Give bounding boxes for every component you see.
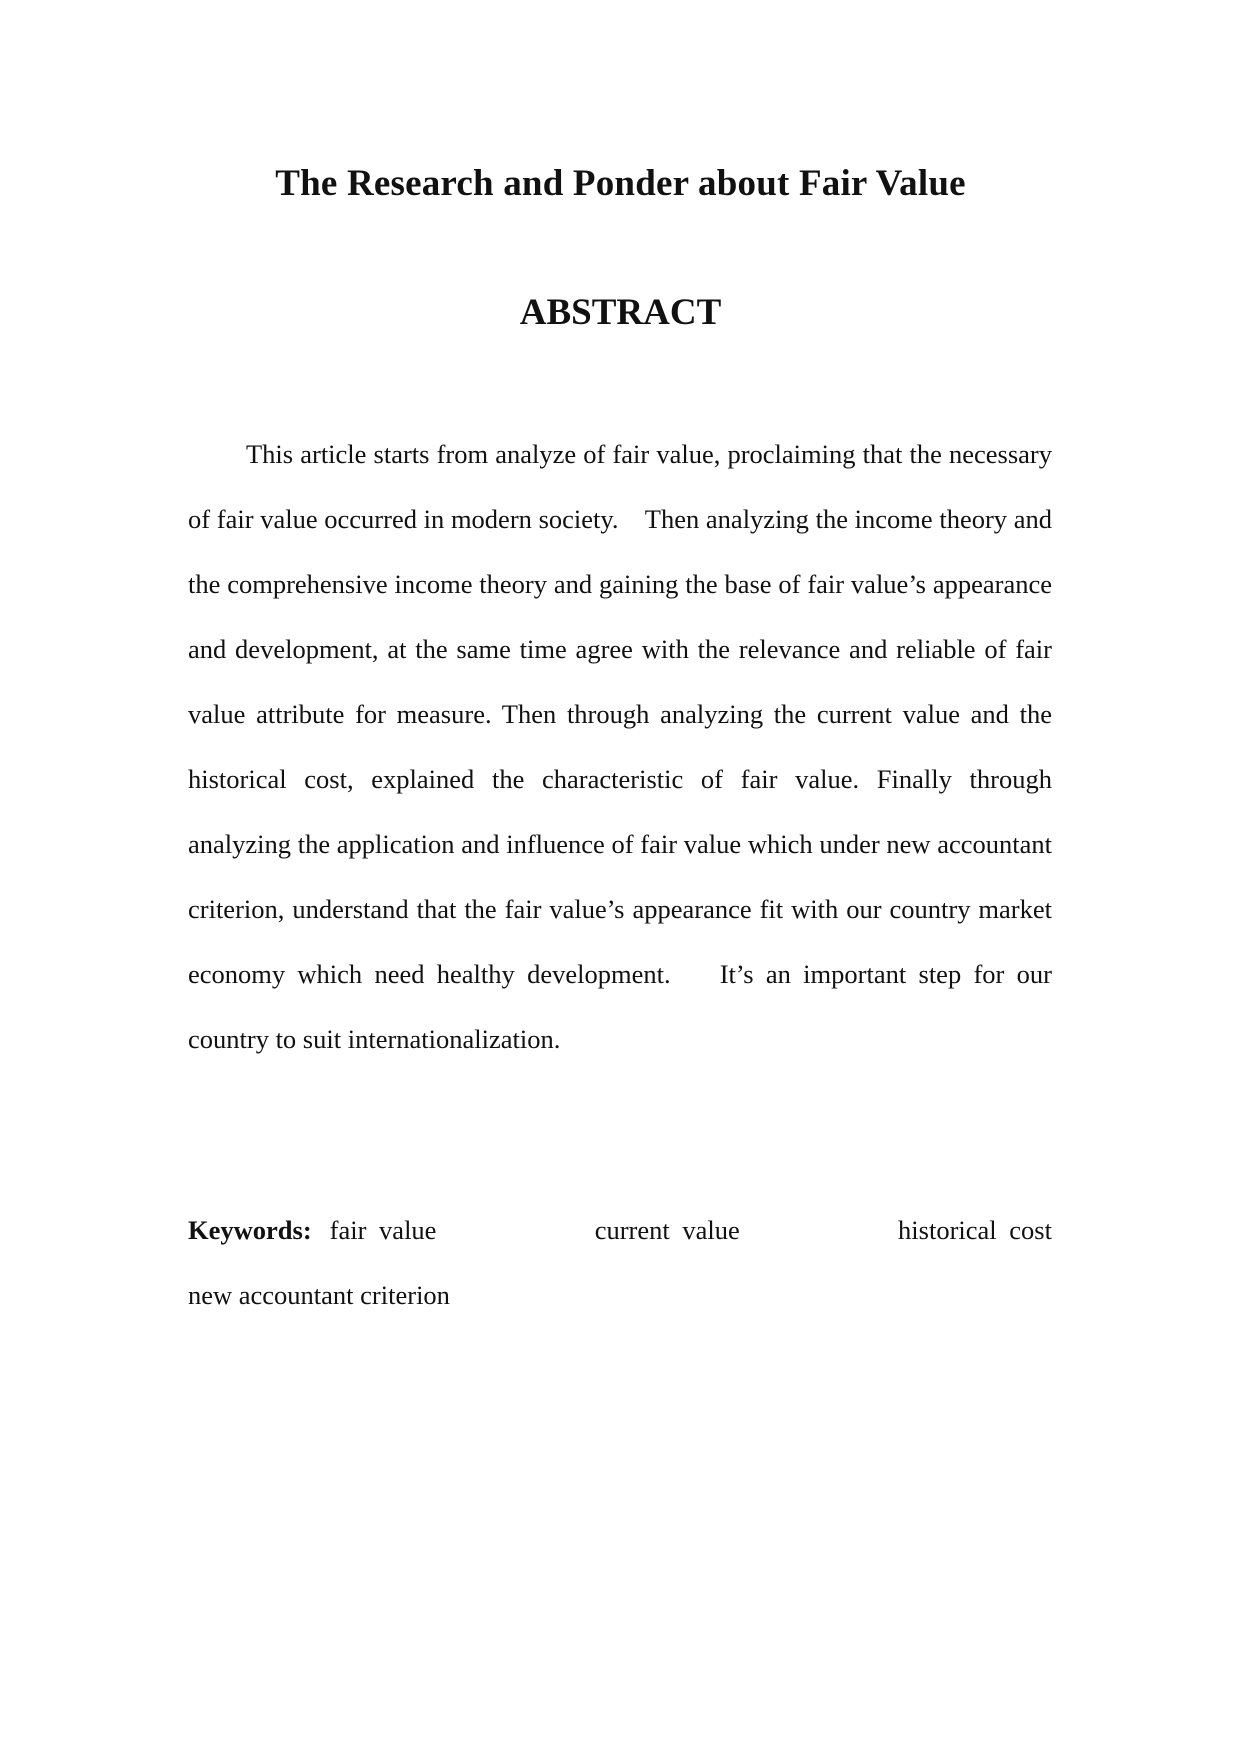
document-title: The Research and Ponder about Fair Value xyxy=(275,163,966,204)
keyword-item: historical cost xyxy=(898,1215,1052,1245)
keyword-item: new accountant criterion xyxy=(188,1280,450,1310)
keywords-section xyxy=(188,1198,1052,1328)
keyword-item: current value xyxy=(594,1215,740,1245)
keyword-item: fair value xyxy=(329,1215,437,1245)
abstract-body: This article starts from analyze of fair value, proclaiming that the necessary of fair value occurred in modern society. Then analyzing the income theory and the comprehensive income theory and gaining the base of fair value’s appearance and development, at the same time agree with the relevance and reliable of fair value attribute for measure. Then through analyzing the current value and the historical cost, explained the characteristic of fair value. Finally through analyzing the application and influence of fair value which under new accountant criterion, understand that the fair value’s appearance fit with our country market economy which need healthy development. It’s an important step for our country to suit internationalization. xyxy=(188,439,1052,1054)
keywords-label: Keywords: xyxy=(188,1215,312,1245)
abstract-heading: ABSTRACT xyxy=(519,292,722,333)
keywords-lead xyxy=(188,1198,436,1263)
keywords-first-line xyxy=(188,1198,1052,1263)
